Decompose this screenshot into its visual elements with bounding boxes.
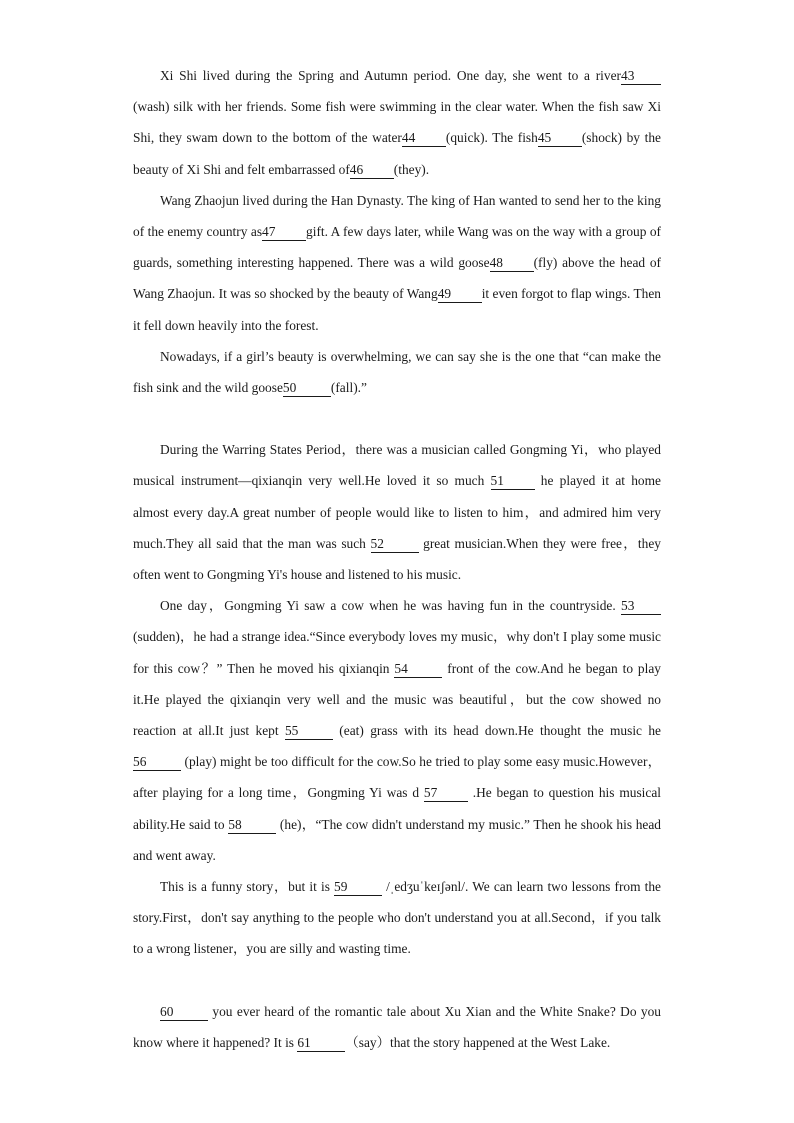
text: Nowadays, if a girl’s beauty is overwhelming, we can say she is the one that “can make the fish sink and the wild goose — [133, 348, 661, 396]
text: you ever heard of the romantic tale about Xu Xian and the White Snake? Do you know where it happened? It is — [133, 1003, 661, 1050]
blank-43[interactable]: 43 — [621, 68, 661, 85]
blank-57[interactable]: 57 — [424, 785, 468, 802]
text: (sudden)，he had a strange idea.“Since everybody loves my music，why don't I play some music for this cow？” Then he moved his qixianqin — [133, 629, 661, 676]
blank-50[interactable]: 50 — [283, 380, 331, 397]
text: front of the cow.And he began to play it.He played the qixianqin very well and the music was beautiful，but the cow showed no reaction at all.It just kept — [133, 660, 661, 739]
blank-60[interactable]: 60 — [160, 1004, 208, 1021]
blank-49[interactable]: 49 — [438, 286, 482, 303]
blank-46[interactable]: 46 — [350, 162, 394, 179]
blank-56[interactable]: 56 — [133, 754, 181, 771]
blank-55[interactable]: 55 — [285, 723, 333, 740]
blank-53[interactable]: 53 — [621, 598, 661, 615]
text: (fly) above the head of Wang Zhaojun. It was so shocked by the beauty of Wang — [133, 255, 661, 302]
blank-58[interactable]: 58 — [228, 817, 276, 834]
text: This is a funny story，but it is — [160, 879, 335, 895]
text: (eat) grass with its head down.He thought the music he — [332, 723, 661, 739]
blank-44[interactable]: 44 — [402, 130, 446, 147]
section-gap — [133, 965, 661, 996]
text: （say）that the story happened at the West Lake. — [345, 1034, 611, 1050]
blank-52[interactable]: 52 — [371, 536, 419, 553]
worksheet-page — [133, 60, 661, 1058]
text: /ˌedʒuˈkeɪʃənl/. We can learn two lessons from the story.First，don't say anything to the people who don't understand you at all.Second，if you talk to a wrong listener，you are silly and wasting time. — [133, 879, 662, 957]
blank-47[interactable]: 47 — [262, 224, 306, 241]
text: it even forgot to flap wings. Then it fell down heavily into the forest. — [133, 286, 661, 333]
text: (play) might be too difficult for the cow.So he tried to play some easy music.However，after playing for a long time，Gongming Yi was d — [133, 754, 661, 801]
blank-45[interactable]: 45 — [538, 130, 582, 147]
text: (he)，“The cow didn't understand my music.” Then he shook his head and went away. — [133, 816, 661, 863]
text: (fall).” — [330, 380, 367, 396]
text: (shock) by the beauty of Xi Shi and felt embarrassed of — [133, 130, 661, 177]
text: great musician.When they were free，they often went to Gongming Yi's house and listened to his music. — [133, 535, 661, 583]
passage1-paragraph1 — [133, 60, 661, 185]
text: gift. A few days later, while Wang was on the way with a group of guards, something interesting happened. There was a wild goose — [133, 224, 661, 271]
passage2-paragraph3 — [133, 871, 661, 965]
passage2-paragraph2 — [133, 590, 661, 871]
section-gap — [133, 403, 661, 434]
blank-61[interactable]: 61 — [297, 1035, 345, 1052]
blank-54[interactable]: 54 — [394, 661, 442, 678]
text: .He began to question his musical ability.He said to — [133, 785, 661, 832]
text: Wang Zhaojun lived during the Han Dynasty. The king of Han wanted to send her to the king of the enemy country as — [133, 192, 661, 240]
text: One day，Gongming Yi saw a cow when he was having fun in the countryside. — [160, 598, 621, 614]
text: During the Warring States Period，there was a musician called Gongming Yi，who played musical instrument—qixianqin very well.He loved it so much — [133, 442, 661, 489]
passage1-paragraph3 — [133, 341, 661, 403]
blank-51[interactable]: 51 — [491, 473, 535, 490]
text: (quick). The fish — [445, 130, 538, 146]
text: Xi Shi lived during the Spring and Autumn period. One day, she went to a river — [160, 68, 621, 83]
text: he played it at home almost every day.A great number of people would like to listen to him，and admired him very much.They all said that the man was such — [133, 473, 661, 551]
passage2-paragraph1 — [133, 434, 661, 590]
text: (wash) silk with her friends. Some fish were swimming in the clear water. When the fish saw Xi Shi, they swam down to the bottom of the water — [133, 99, 661, 146]
blank-48[interactable]: 48 — [490, 255, 534, 272]
text: (they). — [393, 161, 430, 177]
blank-59[interactable]: 59 — [334, 879, 382, 896]
passage1-paragraph2 — [133, 185, 661, 341]
passage3-paragraph1 — [133, 996, 661, 1058]
